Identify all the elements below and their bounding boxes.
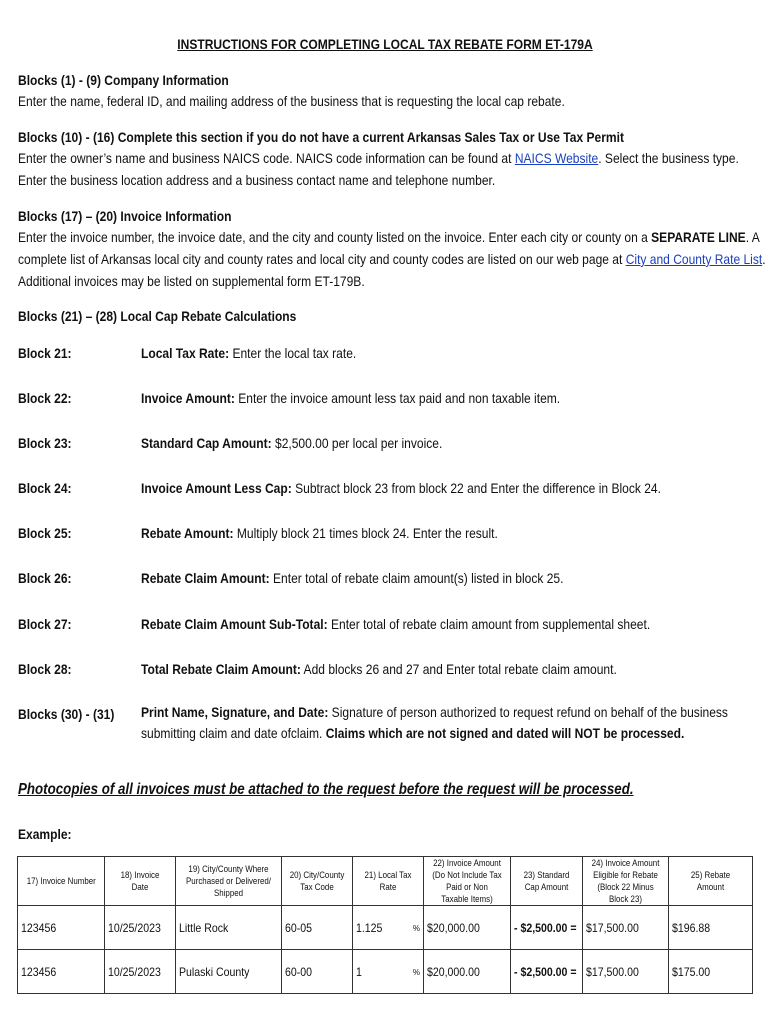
column-header: 19) City/County Where Purchased or Delivered/ Shipped [176,857,282,906]
city-county-cell: Little Rock [176,906,282,950]
naics-website-link[interactable]: NAICS Website [514,150,599,166]
section-company [18,70,766,112]
standard-cap-cell: - $2,500.00 = [511,906,583,950]
invoice-amount-cell: $20,000.00 [424,950,511,994]
invoice-number-cell: 123456 [18,906,105,950]
column-header: 24) Invoice Amount Eligible for Rebate (Block 22 Minus Block 23) [583,857,669,906]
block-description: Invoice Amount Less Cap: Subtract block 23 from block 22 and Enter the difference in Block 24. [141,480,661,496]
block-label: Block 24: [18,480,72,496]
section-invoice [18,206,766,292]
block-label: Block 28: [18,661,72,677]
block-description: Local Tax Rate: Enter the local tax rate. [141,345,357,361]
city-county-rate-list-link[interactable]: City and County Rate List [625,251,763,267]
column-header: 25) Rebate Amount [669,857,753,906]
section-heading: Blocks (1) - (9) Company Information [18,72,229,88]
photocopy-notice: Photocopies of all invoices must be attached to the request before the request will be processed. [18,781,634,798]
block-label: Block 21: [18,345,72,361]
column-header: 22) Invoice Amount (Do Not Include Tax Paid or Non Taxable Items) [424,857,511,906]
tax-code-cell: 60-05 [282,906,353,950]
tax-rate-cell: 1.125 % [353,906,424,950]
eligible-amount-cell: $17,500.00 [583,950,669,994]
table-header-row [18,857,753,906]
block-description: Invoice Amount: Enter the invoice amount less tax paid and non taxable item. [141,390,561,406]
block-label: Block 27: [18,616,72,632]
block-description: Rebate Amount: Multiply block 21 times block 24. Enter the result. [141,525,498,541]
invoice-date-cell: 10/25/2023 [105,906,176,950]
block-label: Block 26: [18,570,72,586]
block-description: Total Rebate Claim Amount: Add blocks 26 and 27 and Enter total rebate claim amount. [141,661,617,677]
block-label: Blocks (30) - (31) [18,706,115,722]
tax-code-cell: 60-00 [282,950,353,994]
example-label: Example: [18,826,72,842]
table-row [18,950,753,994]
page-title: INSTRUCTIONS FOR COMPLETING LOCAL TAX REBATE FORM ET-179A [177,36,593,52]
column-header: 20) City/County Tax Code [282,857,353,906]
block-description: Rebate Claim Amount Sub-Total: Enter total of rebate claim amount from supplemental sheet. [141,616,651,632]
city-county-cell: Pulaski County [176,950,282,994]
block-description: Print Name, Signature, and Date: Signature of person authorized to request refund on behalf of the business submitting claim and date ofclaim. Claims which are not signed and dated will NOT be processed. [141,704,728,741]
section-text: Enter the name, federal ID, and mailing address of the business that is requesting the local cap rebate. [18,93,565,109]
block-label: Block 22: [18,390,72,406]
table-row [18,906,753,950]
section-permit [18,127,766,191]
invoice-number-cell: 123456 [18,950,105,994]
invoice-date-cell: 10/25/2023 [105,950,176,994]
block-label: Block 25: [18,525,72,541]
rebate-amount-cell: $196.88 [669,906,753,950]
invoice-amount-cell: $20,000.00 [424,906,511,950]
block-label: Block 23: [18,435,72,451]
block-description: Standard Cap Amount: $2,500.00 per local per invoice. [141,435,443,451]
block-description: Rebate Claim Amount: Enter total of rebate claim amount(s) listed in block 25. [141,570,564,586]
column-header: 21) Local Tax Rate [353,857,424,906]
section-text: Enter the invoice number, the invoice date, and the city and county listed on the invoice. Enter each city or county on a SEPARATE LINE. A complete list of Arkansas local city and county rates and local city and county codes are listed on our web page at City and County Rate List. Additional invoices may be listed on supplemental form ET-179B. [18,229,766,289]
example-table [17,856,753,994]
tax-rate-cell: 1 % [353,950,424,994]
column-header: 23) Standard Cap Amount [511,857,583,906]
section-calc [18,306,766,326]
eligible-amount-cell: $17,500.00 [583,906,669,950]
section-text: Enter the owner’s name and business NAICS code. NAICS code information can be found at NAICS Website. Select the business type. Enter the business location address and a business contact name and telephone number. [18,150,739,188]
column-header: 18) Invoice Date [105,857,176,906]
rebate-amount-cell: $175.00 [669,950,753,994]
section-heading: Blocks (17) – (20) Invoice Information [18,208,232,224]
section-heading: Blocks (10) - (16) Complete this section if you do not have a current Arkansas Sales Tax or Use Tax Permit [18,129,624,145]
column-header: 17) Invoice Number [18,857,105,906]
standard-cap-cell: - $2,500.00 = [511,950,583,994]
section-heading: Blocks (21) – (28) Local Cap Rebate Calculations [18,308,297,324]
